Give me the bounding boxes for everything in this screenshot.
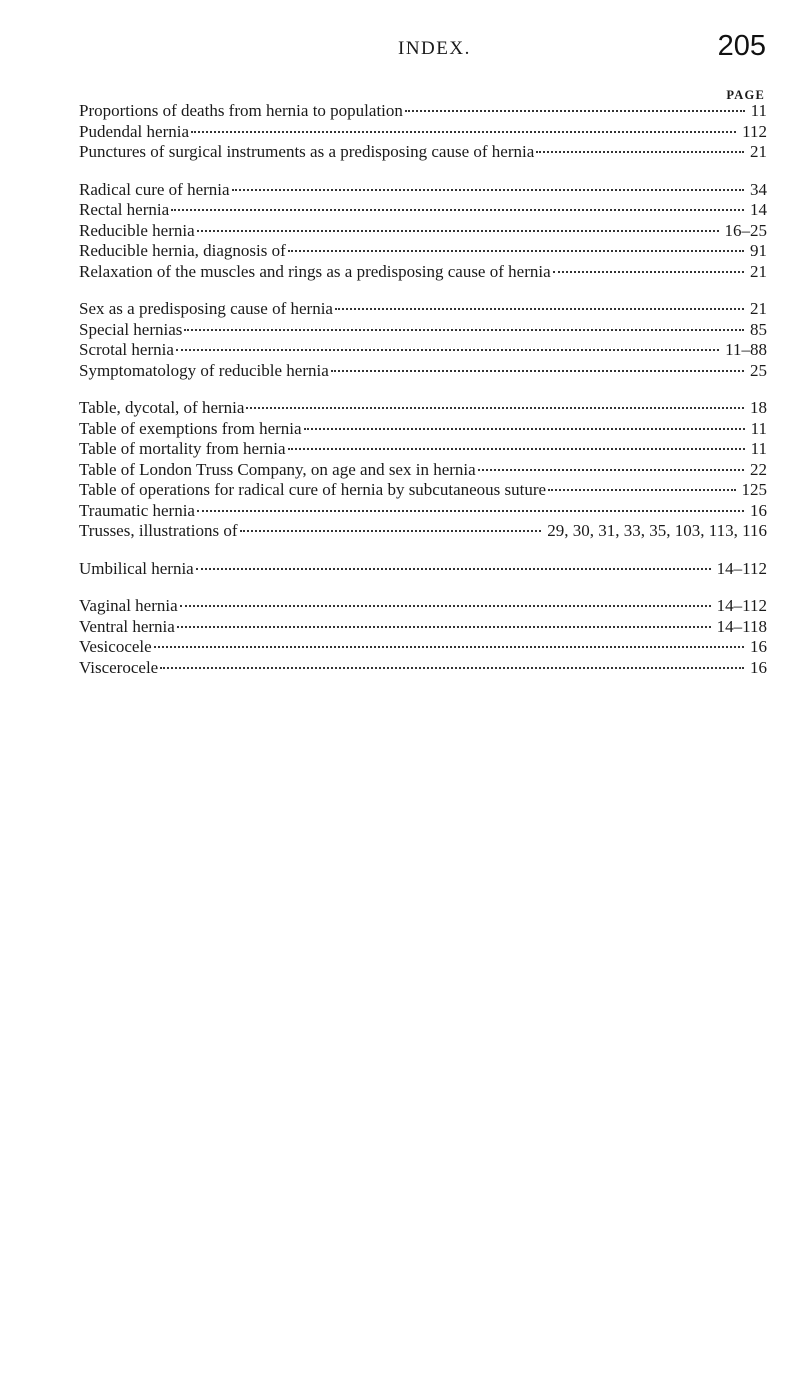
entry-label: Traumatic hernia bbox=[79, 500, 195, 520]
index-entry bbox=[79, 480, 767, 501]
dot-leader bbox=[176, 349, 719, 351]
dot-leader bbox=[177, 626, 711, 628]
entry-page: 91 bbox=[750, 241, 767, 260]
index-entry bbox=[79, 340, 767, 361]
dot-leader bbox=[553, 271, 744, 273]
entry-page: 29, 30, 31, 33, 35, 103, 113, 116 bbox=[547, 521, 767, 540]
index-entry bbox=[79, 521, 767, 542]
dot-leader bbox=[154, 646, 744, 648]
dot-leader bbox=[246, 407, 744, 409]
index-entry bbox=[79, 180, 767, 201]
entry-label: Pudendal hernia bbox=[79, 121, 189, 141]
entry-page: 16–25 bbox=[724, 220, 767, 240]
index-group bbox=[79, 299, 767, 381]
entry-page: 11 bbox=[750, 439, 767, 458]
dot-leader bbox=[405, 110, 745, 112]
page-title: INDEX. bbox=[398, 38, 471, 59]
index-entry bbox=[79, 419, 767, 440]
dot-leader bbox=[196, 568, 711, 570]
entry-page: 22 bbox=[750, 459, 767, 479]
entry-page: 21 bbox=[750, 261, 767, 281]
entry-label: Rectal hernia bbox=[79, 200, 170, 219]
entry-page: 21 bbox=[750, 142, 767, 161]
entry-label: Table of London Truss Company, on age and sex in hernia bbox=[79, 459, 476, 479]
entry-page: 16 bbox=[750, 657, 767, 677]
index-entry bbox=[79, 241, 767, 262]
page-header bbox=[0, 30, 800, 76]
entry-page: 16 bbox=[750, 637, 767, 656]
index-entry bbox=[79, 320, 767, 341]
entry-page: 14 bbox=[750, 200, 767, 219]
index-entry bbox=[79, 460, 767, 481]
entry-page: 14–112 bbox=[716, 558, 767, 578]
entry-page: 11–88 bbox=[725, 340, 767, 359]
entry-page: 125 bbox=[741, 480, 767, 499]
index-entry bbox=[79, 596, 767, 617]
index-entry bbox=[79, 617, 767, 638]
index-entry bbox=[79, 122, 767, 143]
index-entry bbox=[79, 361, 767, 382]
entry-label: Reducible hernia bbox=[79, 220, 195, 240]
dot-leader bbox=[191, 131, 736, 133]
index-group bbox=[79, 559, 767, 580]
entry-page: 14–118 bbox=[716, 616, 767, 636]
entry-label: Trusses, illustrations of bbox=[79, 521, 238, 540]
index-entry bbox=[79, 101, 767, 122]
entry-page: 21 bbox=[750, 299, 767, 318]
index-entry bbox=[79, 142, 767, 163]
dot-leader bbox=[478, 469, 744, 471]
index-entry bbox=[79, 262, 767, 283]
dot-leader bbox=[240, 530, 542, 532]
entry-label: Table, dycotal, of hernia bbox=[79, 398, 245, 417]
entry-label: Scrotal hernia bbox=[79, 340, 174, 359]
index-entry bbox=[79, 559, 767, 580]
dot-leader bbox=[331, 370, 744, 372]
entry-label: Sex as a predisposing cause of hernia bbox=[79, 299, 333, 318]
entry-label: Punctures of surgical instruments as a predisposing cause of hernia bbox=[79, 142, 535, 161]
entry-label: Table of mortality from hernia bbox=[79, 439, 286, 458]
entry-label: Special hernias bbox=[79, 319, 183, 339]
dot-leader bbox=[184, 329, 744, 331]
dot-leader bbox=[197, 230, 719, 232]
dot-leader bbox=[304, 428, 745, 430]
entry-label: Reducible hernia, diagnosis of bbox=[79, 241, 286, 260]
page-number: 205 bbox=[717, 30, 766, 62]
entry-page: 16 bbox=[750, 500, 767, 520]
entry-label: Vaginal hernia bbox=[79, 596, 178, 615]
entry-label: Proportions of deaths from hernia to population bbox=[79, 101, 403, 120]
index-entry bbox=[79, 439, 767, 460]
entry-page: 112 bbox=[742, 121, 767, 141]
index-group bbox=[79, 101, 767, 163]
entry-label: Table of operations for radical cure of hernia by subcutaneous suture bbox=[79, 480, 547, 499]
entry-label: Symptomatology of reducible hernia bbox=[79, 360, 329, 380]
entry-label: Umbilical hernia bbox=[79, 558, 194, 578]
dot-leader bbox=[171, 209, 744, 211]
entry-page: 11 bbox=[750, 418, 767, 438]
index-entry bbox=[79, 637, 767, 658]
entry-page: 14–112 bbox=[716, 596, 767, 615]
entry-label: Relaxation of the muscles and rings as a predisposing cause of hernia bbox=[79, 261, 551, 281]
entry-page: 85 bbox=[750, 319, 767, 339]
dot-leader bbox=[288, 448, 745, 450]
entry-label: Radical cure of hernia bbox=[79, 179, 230, 199]
dot-leader bbox=[536, 151, 744, 153]
dot-leader bbox=[232, 189, 744, 191]
dot-leader bbox=[335, 308, 744, 310]
entry-label: Vesicocele bbox=[79, 637, 152, 656]
dot-leader bbox=[197, 510, 744, 512]
index-entry bbox=[79, 398, 767, 419]
page-column-label: PAGE bbox=[726, 88, 765, 102]
entry-page: 34 bbox=[750, 179, 767, 199]
index-entry bbox=[79, 501, 767, 522]
index-entry bbox=[79, 299, 767, 320]
dot-leader bbox=[548, 489, 735, 491]
entry-label: Ventral hernia bbox=[79, 616, 175, 636]
entry-label: Table of exemptions from hernia bbox=[79, 418, 302, 438]
dot-leader bbox=[288, 250, 744, 252]
index-group bbox=[79, 398, 767, 542]
index-group bbox=[79, 596, 767, 678]
index-entry bbox=[79, 221, 767, 242]
index-list bbox=[79, 101, 767, 695]
entry-page: 18 bbox=[750, 398, 767, 417]
entry-label: Viscerocele bbox=[79, 657, 159, 677]
index-entry bbox=[79, 658, 767, 679]
entry-page: 11 bbox=[750, 101, 767, 120]
dot-leader bbox=[160, 667, 744, 669]
index-entry bbox=[79, 200, 767, 221]
dot-leader bbox=[180, 605, 711, 607]
entry-page: 25 bbox=[750, 360, 767, 380]
index-group bbox=[79, 180, 767, 283]
